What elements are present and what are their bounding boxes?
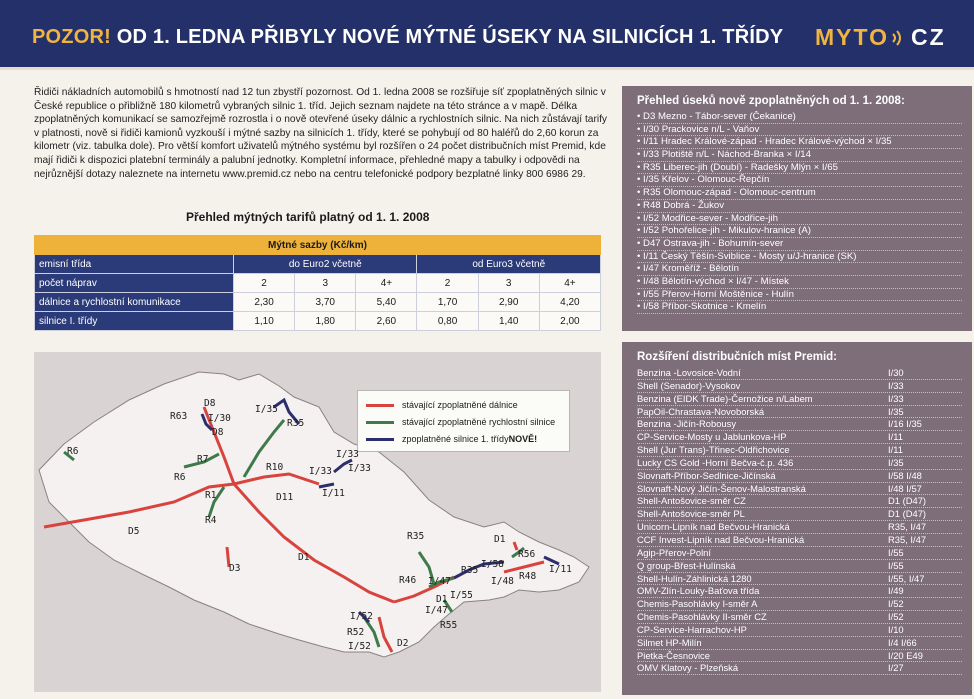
place-name: PapOil-Chrastava-Novoborská — [637, 405, 765, 417]
map-label: I/47 — [425, 605, 448, 616]
list-item: • I/52 Pohořelice-jih - Mikulov-hranice (A) — [637, 225, 962, 238]
road-code: D1 (D47) — [888, 508, 927, 520]
map-label: I/55 — [450, 590, 473, 601]
legend-entry — [366, 416, 555, 428]
list-item — [637, 457, 962, 470]
map-label: D11 — [276, 492, 294, 503]
list-item — [637, 406, 962, 419]
signal-waves-icon — [891, 29, 905, 47]
myto-logo — [815, 24, 946, 51]
map-label: R52 — [347, 627, 365, 638]
map-label: D1 — [494, 534, 506, 545]
road-code: I/58 I/48 — [888, 469, 922, 481]
list-item: • I/33 Plotiště n/L - Náchod-Branka × I/14 — [637, 149, 962, 162]
table-cell: 2,30 — [234, 293, 295, 312]
group-header: od Euro3 včetně — [417, 255, 601, 274]
map-label: R10 — [266, 462, 284, 473]
table-row — [35, 274, 601, 293]
place-name: Shell-Antošovice-směr PL — [637, 508, 745, 520]
table-cell: 3 — [295, 274, 356, 293]
list-item — [637, 508, 962, 521]
legend-label: stávající zpoplatněné dálnice — [402, 400, 518, 410]
list-item: • I/52 Modřice-sever - Modřice-jih — [637, 213, 962, 226]
map-label: R35 — [461, 565, 479, 576]
map-label: I/11 — [322, 488, 345, 499]
legend-label: zpoplatněné silnice 1. třídy — [402, 434, 509, 444]
map-label: R1 — [205, 490, 217, 501]
road-code: R35, I/47 — [888, 533, 927, 545]
list-item: • I/11 Hradec Králové-západ - Hradec Králové-východ × I/35 — [637, 136, 962, 149]
road-code: I/11 — [888, 444, 903, 456]
list-item — [637, 418, 962, 431]
map-label: I/33 — [348, 463, 371, 474]
list-item — [637, 585, 962, 598]
map-label: D1 — [436, 594, 448, 605]
logo-suffix: CZ — [911, 24, 946, 50]
list-item — [637, 598, 962, 611]
road-code: I/30 — [888, 367, 904, 378]
list-item — [637, 444, 962, 457]
place-name: Slovnaft-Příbor-Sedlnice-Jičínská — [637, 469, 776, 481]
list-item: • D3 Mezno - Tábor-sever (Čekanice) — [637, 111, 962, 124]
distribution-points-list — [637, 367, 962, 675]
map-label: D8 — [212, 427, 224, 438]
place-name: Slovnaft-Nový Jičín-Šenov-Malostranská — [637, 482, 806, 494]
distribution-points-panel — [622, 342, 972, 695]
place-name: Benzina (EIDK Trade)-Černožice n/Labem — [637, 392, 813, 404]
map-label: D5 — [128, 526, 140, 537]
road-code: I/35 — [888, 456, 904, 468]
list-item — [637, 611, 962, 624]
map-label: R4 — [205, 515, 217, 526]
table-cell: 5,40 — [356, 293, 417, 312]
header-band — [0, 0, 974, 70]
map-label: I/33 — [336, 449, 359, 460]
title-text: OD 1. LEDNA PŘIBYLY NOVÉ MÝTNÉ ÚSEKY NA SILNICÍCH 1. TŘÍDY — [116, 26, 784, 48]
map-label: D3 — [229, 563, 241, 574]
table-cell: 4+ — [356, 274, 417, 293]
place-name: Agip-Přerov-Polní — [637, 546, 711, 558]
map-label: I/58 — [481, 559, 504, 570]
legend-entry — [366, 433, 537, 445]
place-name: OMV-Zlín-Louky-Baťova třída — [637, 585, 760, 597]
map-label: I/30 — [208, 413, 231, 424]
list-item: • I/58 Příbor-Skotnice - Kmelín — [637, 301, 962, 314]
place-name: Q group-Břest-Hulínská — [637, 559, 736, 571]
place-name: CP-Service-Mosty u Jablunkova-HP — [637, 431, 787, 443]
map-legend — [357, 390, 570, 452]
place-name: Lucky CS Gold -Horní Bečva-č.p. 436 — [637, 456, 794, 468]
list-item — [637, 547, 962, 560]
row-label: silnice I. třídy — [35, 312, 234, 331]
map-label: I/48 — [491, 576, 514, 587]
road-code: I/11 — [888, 431, 903, 443]
list-item — [637, 560, 962, 573]
list-item — [637, 534, 962, 547]
road-code: I/55 — [888, 546, 904, 558]
table-cell: 1,10 — [234, 312, 295, 331]
map-label: R6 — [67, 446, 79, 457]
row-label: dálnice a rychlostní komunikace — [35, 293, 234, 312]
road-code: I/16 I/35 — [888, 418, 922, 430]
road-code: I/27 — [888, 662, 904, 674]
list-item — [637, 470, 962, 483]
legend-entry — [366, 399, 518, 411]
road-code: I/10 — [888, 623, 904, 635]
map-label: D8 — [204, 398, 216, 409]
road-code: I/49 — [888, 585, 904, 597]
table-row — [35, 255, 601, 274]
list-item: • I/55 Přerov-Horní Moštěnice - Hulín — [637, 289, 962, 302]
road-code: I/52 — [888, 598, 904, 610]
table-cell: 0,80 — [417, 312, 478, 331]
list-item — [637, 662, 962, 675]
table-cell: 2 — [234, 274, 295, 293]
place-name: Chemis-Pasohlávky II-směr CZ — [637, 611, 767, 623]
list-item: • I/11 Český Těšín-Sviblice - Mosty u/J-hranice (SK) — [637, 251, 962, 264]
map-label: R48 — [519, 571, 537, 582]
map-label: I/52 — [350, 611, 373, 622]
road-code: I/55 — [888, 559, 904, 571]
road-code: I/55, I/47 — [888, 572, 925, 584]
table-cell: 1,40 — [478, 312, 539, 331]
new-sections-panel — [622, 86, 972, 331]
table-cell: 2,60 — [356, 312, 417, 331]
road-code: I/52 — [888, 611, 904, 623]
map-label: I/52 — [348, 641, 371, 652]
place-name: Silmet HP-Milín — [637, 636, 702, 648]
road-code: I/35 — [888, 405, 904, 417]
list-item — [637, 573, 962, 586]
map-label: I/11 — [549, 564, 572, 575]
list-item: • I/35 Křelov - Olomouc-Řepčín — [637, 174, 962, 187]
table-row — [35, 312, 601, 331]
map-label: R7 — [197, 454, 209, 465]
list-item — [637, 483, 962, 496]
tariff-table — [34, 235, 601, 331]
map-label: R46 — [399, 575, 417, 586]
place-name: OMV Klatovy - Plzeňská — [637, 662, 739, 674]
place-name: Unicorn-Lipník nad Bečvou-Hranická — [637, 521, 790, 533]
intro-paragraph: Řidiči nákladních automobilů s hmotností nad 12 tun zbystří pozornost. Od 1. ledna 2008 se rozšiřuje síť zpoplatněných silnic v České republice o přibližně 180 kilometrů vybraných silnic 1. tříd. Jejich seznam najdete na této stránce a v mapě. Délka zpoplatněných komunikací se samozřejmě rozrostla i o nově otevřené úseky dálnic a rychlostních silnic. Na nich zůstávají tarify v platnosti, nově si řidiči kamionů vyzkouší i mýtné sazby na silnicích 1. třídy, které se pohybují od 80 haléřů do 2,60 korun za kilometr (viz. tabulka dole). Pro větší komfort uživatelů mýtného systému byl rozšířen o 24 počet distribučních míst Premid, kde mají řidiči k dispozici platební terminály a palubní jednotky. Kompletní informace, přehledné mapy a tabulky i odpovědi na nejrůznější dotazy naleznete na internetu www.premid.cz nebo na centru telefonické podpory bezplatné linky 800 6986 29. — [34, 87, 608, 180]
logo-text: MYTO — [815, 24, 890, 50]
place-name: Shell-Antošovice-směr CZ — [637, 495, 746, 507]
road-code: I/33 — [888, 379, 904, 391]
place-name: Pietka-Česnovice — [637, 649, 710, 661]
list-item: • I/47 Kroměříž - Bělotín — [637, 263, 962, 276]
list-item: • R35 Olomouc-západ - Olomouc-centrum — [637, 187, 962, 200]
table-cell: 4+ — [539, 274, 600, 293]
new-sections-list — [637, 111, 962, 314]
legend-new-badge: NOVĚ! — [508, 434, 538, 444]
list-item — [637, 624, 962, 637]
table-row — [35, 236, 601, 255]
map-label: R35 — [407, 531, 425, 542]
road-code: I/4 I/66 — [888, 636, 917, 648]
legend-label: stávající zpoplatněné rychlostní silnice — [402, 417, 556, 427]
place-name: Shell (Jur Trans)-Třinec-Oldřichovice — [637, 444, 790, 456]
place-name: Shell-Hulín-Záhlinická 1280 — [637, 572, 752, 584]
map-label: R63 — [170, 411, 188, 422]
table-cell: 3,70 — [295, 293, 356, 312]
list-item — [637, 431, 962, 444]
list-item — [637, 495, 962, 508]
list-item — [637, 367, 962, 380]
place-name: Benzina -Jičín-Robousy — [637, 418, 737, 430]
place-name: Shell (Senador)-Vysokov — [637, 379, 741, 391]
table-cell: 2,90 — [478, 293, 539, 312]
map-label: I/35 — [255, 404, 278, 415]
map-label: I/47 — [428, 576, 451, 587]
list-item — [637, 380, 962, 393]
list-item: • R35 Liberec-jih (Doubí) - Radešky Mlýn × I/65 — [637, 162, 962, 175]
list-item — [637, 637, 962, 650]
map-label: I/33 — [309, 466, 332, 477]
tariff-table-title: Přehled mýtných tarifů platný od 1. 1. 2008 — [186, 210, 430, 224]
group-header: do Euro2 včetně — [234, 255, 417, 274]
title-highlight: POZOR! — [32, 26, 111, 48]
panel-title: Přehled úseků nově zpoplatněných od 1. 1. 2008: — [637, 95, 905, 107]
table-cell: 1,70 — [417, 293, 478, 312]
list-item — [637, 393, 962, 406]
place-name: Benzina -Lovosice-Vodní — [637, 367, 741, 378]
list-item: • R48 Dobrá - Žukov — [637, 200, 962, 213]
panel-title: Rozšíření distribučních míst Premid: — [637, 351, 838, 363]
legend-swatch — [366, 404, 394, 407]
place-name: CP-Service-Harrachov-HP — [637, 623, 747, 635]
road-code: D1 (D47) — [888, 495, 927, 507]
list-item: • I/48 Bělotín-východ × I/47 - Místek — [637, 276, 962, 289]
list-item — [637, 650, 962, 663]
legend-swatch — [366, 438, 394, 441]
map-label: R55 — [440, 620, 458, 631]
road-code: I/48 I/57 — [888, 482, 922, 494]
table-cell: 1,80 — [295, 312, 356, 331]
table-cell: 3 — [478, 274, 539, 293]
table-header: Mýtné sazby (Kč/km) — [35, 236, 601, 255]
table-cell: 4,20 — [539, 293, 600, 312]
row-label: emisní třída — [35, 255, 234, 274]
map-label: R6 — [174, 472, 186, 483]
map-label: R56 — [518, 549, 536, 560]
place-name: CCF Invest-Lipník nad Bečvou-Hranická — [637, 533, 805, 545]
map-label: R35 — [287, 418, 305, 429]
list-item: • I/30 Prackovice n/L - Vaňov — [637, 124, 962, 137]
map-label: D2 — [397, 638, 409, 649]
list-item — [637, 521, 962, 534]
table-cell: 2 — [417, 274, 478, 293]
table-cell: 2,00 — [539, 312, 600, 331]
page-title — [32, 26, 783, 49]
map-label: D1 — [298, 552, 310, 563]
road-code: I/20 E49 — [888, 649, 923, 661]
legend-swatch — [366, 421, 394, 424]
road-code: I/33 — [888, 392, 904, 404]
place-name: Chemis-Pasohlávky I-směr A — [637, 598, 758, 610]
row-label: počet náprav — [35, 274, 234, 293]
table-row — [35, 293, 601, 312]
list-item: • D47 Ostrava-jih - Bohumín-sever — [637, 238, 962, 251]
road-code: R35, I/47 — [888, 521, 927, 533]
